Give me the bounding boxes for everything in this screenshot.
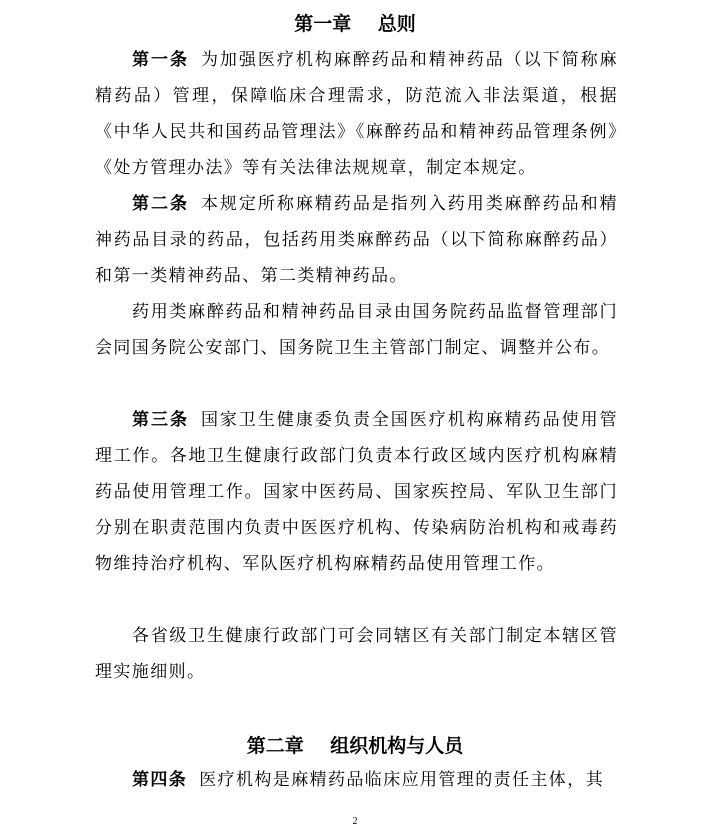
article-3-text: 国家卫生健康委负责全国医疗机构麻精药品使用管理工作。各地卫生健康行政部门负责本行政区域内医疗机构麻精药品使用管理工作。国家中医药局、国家疾控局、军队卫生部门分别在职责范围内负责中医医疗机构、传染病防治机构和戒毒药物维持治疗机构、军队医疗机构麻精药品使用管理工作。 bbox=[95, 410, 618, 574]
chapter-2-title: 第二章 组织机构与人员 bbox=[246, 735, 464, 757]
article-1 bbox=[95, 42, 618, 186]
article-3-label: 第三条 bbox=[132, 410, 189, 430]
article-2 bbox=[95, 186, 618, 294]
article-4 bbox=[95, 762, 618, 798]
article-3 bbox=[95, 402, 618, 582]
chapter-1-title: 第一章 总则 bbox=[294, 13, 416, 35]
page-number: 2 bbox=[352, 816, 358, 827]
article-2-paragraph-2: 药用类麻醉药品和精神药品目录由国务院药品监督管理部门会同国务院公安部门、国务院卫生主管部门制定、调整并公布。 bbox=[95, 302, 618, 358]
article-3-paragraph-2: 各省级卫生健康行政部门可会同辖区有关部门制定本辖区管理实施细则。 bbox=[95, 626, 618, 682]
article-1-label: 第一条 bbox=[132, 50, 189, 70]
article-1-text: 为加强医疗机构麻醉药品和精神药品（以下简称麻精药品）管理，保障临床合理需求，防范流入非法渠道，根据《中华人民共和国药品管理法》《麻醉药品和精神药品管理条例》《处方管理办法》等有关法律法规规章，制定本规定。 bbox=[95, 50, 618, 178]
article-4-label: 第四条 bbox=[132, 770, 188, 790]
article-4-text: 医疗机构是麻精药品临床应用管理的责任主体，其 bbox=[199, 770, 605, 790]
article-2-text: 本规定所称麻精药品是指列入药用类麻醉药品和精神药品目录的药品，包括药用类麻醉药品（以下简称麻醉药品）和第一类精神药品、第二类精神药品。 bbox=[95, 194, 618, 286]
article-2-label: 第二条 bbox=[132, 194, 189, 214]
